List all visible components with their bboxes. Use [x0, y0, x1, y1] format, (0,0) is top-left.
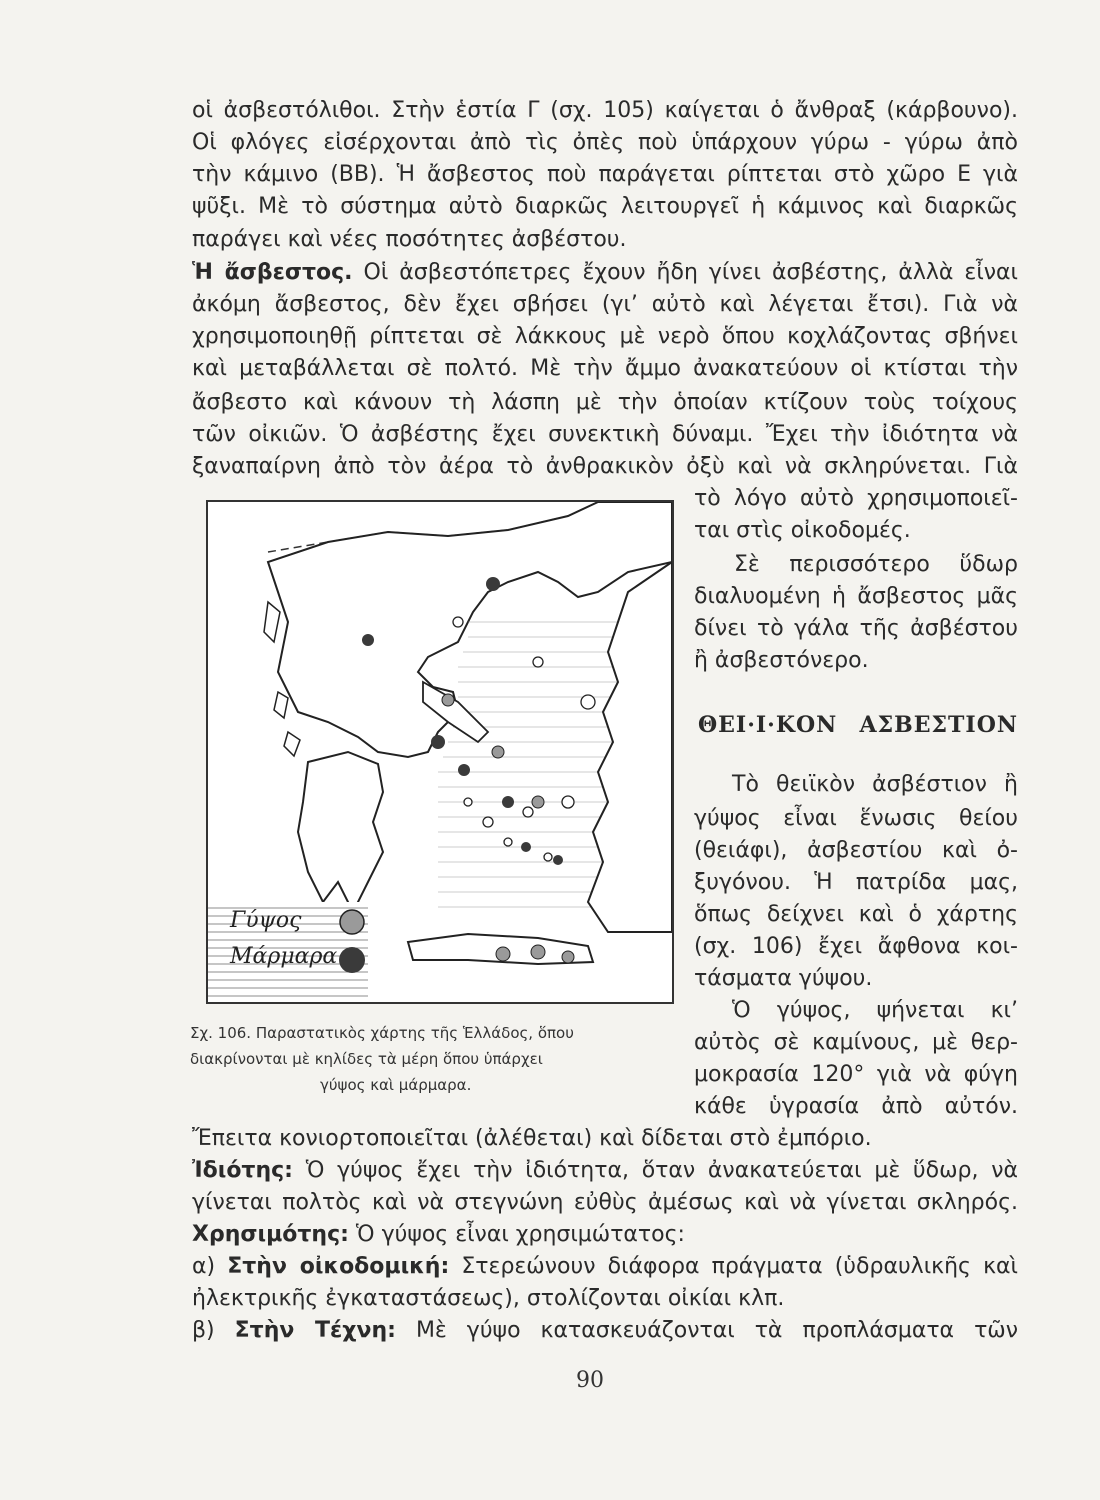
text-line: τὸ λόγο αὐτὸ χρησιμοποιεῖ-	[694, 486, 1018, 511]
term-asvestos: Ἡ ἄσβεστος.	[192, 260, 353, 285]
text-line: τῶν οἰκιῶν. Ὁ ἀσβέστης ἔχει συνεκτικὴ δύναμι. Ἔχει τὴν ἰδιότητα νὰ	[192, 422, 1018, 447]
marble-spot	[553, 855, 563, 865]
text-line: διαλυομένη ἡ ἄσβεστος μᾶς	[694, 584, 1018, 609]
text-line: ἄσβεστο καὶ κάνουν τὴ λάσπη μὲ τὴν ὁποίαν κτίζουν τοὺς τοίχους	[192, 390, 1018, 415]
marble-spot	[458, 764, 470, 776]
text-line: γύψος εἶναι ἕνωσις θείου	[694, 806, 1018, 831]
legend-gypsum-label: Γύψος	[230, 908, 302, 933]
legend-marble-swatch	[339, 947, 365, 973]
text-line: ἠλεκτρικῆς ἐγκαταστάσεως), στολίζονται οἰκίαι κλπ.	[192, 1286, 785, 1311]
list-item-b	[192, 1316, 1018, 1346]
gypsum-spot	[492, 746, 504, 758]
text-line: οἱ ἀσβεστόλιθοι. Στὴν ἑστία Γ (σχ. 105) καίγεται ὁ ἄνθραξ (κάρβουνο).	[192, 98, 1018, 123]
text-line: παράγει καὶ νέες ποσότητες ἀσβέστου.	[192, 227, 627, 252]
text-line: Ὁ γύψος, ψήνεται κι’	[732, 998, 1018, 1023]
gypsum-spot	[442, 694, 454, 706]
term-chrisimotis: Χρησιμότης:	[192, 1222, 349, 1247]
text-line: Οἱ φλόγες εἰσέρχονται ἀπὸ τὶς ὀπὲς ποὺ ὑπάρχουν γύρω - γύρω ἀπὸ	[192, 130, 1018, 155]
marble-spot	[521, 842, 531, 852]
gypsum-spot	[531, 945, 545, 959]
text-line: τάσματα γύψου.	[694, 966, 873, 991]
text-line: αὐτὸς σὲ καμίνους, μὲ θερ-	[694, 1030, 1018, 1055]
text-line: ξυγόνου. Ἡ πατρίδα μας,	[694, 870, 1018, 895]
text-line: ὅπως δείχνει καὶ ὁ χάρτης	[694, 902, 1018, 927]
text-line: Ἔπειτα κονιορτοποιεῖται (ἀλέθεται) καὶ δίδεται στὸ ἐμπόριο.	[192, 1126, 872, 1151]
text-line: Σὲ περισσότερο ὕδωρ	[734, 552, 1018, 577]
property-line	[192, 1156, 1018, 1186]
greece-map-figure	[206, 500, 674, 1004]
text-line: Τὸ θειϊκὸν ἀσβέστιον ἢ	[732, 772, 1018, 797]
figure-caption-line: Σχ. 106. Παραστατικὸς χάρτης τῆς Ἑλλάδος, ὅπου	[190, 1024, 574, 1042]
section-heading: ΘΕΙ·Ι·ΚΟΝ ΑΣΒΕΣΤΙΟΝ	[698, 712, 1018, 738]
text-line: γίνεται πολτὸς καὶ νὰ στεγνώνη εὐθὺς ἀμέσως καὶ νὰ γίνεται σκληρός.	[192, 1190, 1018, 1215]
asbestos-para-first-line	[192, 258, 1018, 288]
text-line: ψῦξι. Μὲ τὸ σύστημα αὐτὸ διαρκῶς λειτουργεῖ ἡ κάμινος καὶ διαρκῶς	[192, 194, 1018, 219]
gypsum-spot	[562, 951, 574, 963]
text-line: καὶ μεταβάλλεται σὲ πολτό. Μὲ τὴν ἄμμο ἀνακατεύουν οἱ κτίσται τὴν	[192, 356, 1018, 381]
text-run: Οἱ ἀσβεστόπετρες ἔχουν ἤδη γίνει ἀσβέστης, ἀλλὰ εἶναι	[363, 260, 1018, 285]
gypsum-spot	[496, 947, 510, 961]
list-marker: β)	[192, 1318, 215, 1343]
legend-marble-label: Μάρμαρα	[230, 944, 338, 969]
text-line: ξαναπαίρνη ἀπὸ τὸν ἀέρα τὸ ἀνθρακικὸν ὀξὺ καὶ νὰ σκληρύνεται. Γιὰ	[192, 454, 1018, 479]
text-line: μοκρασία 120° γιὰ νὰ φύγη	[694, 1062, 1018, 1087]
term-oikodomiki: Στὴν οἰκοδομική:	[227, 1254, 450, 1279]
figure-caption-line: διακρίνονται μὲ κηλίδες τὰ μέρη ὅπου ὑπάρχει	[190, 1050, 543, 1068]
legend-gypsum-swatch	[340, 910, 364, 934]
text-line: κάθε ὑγρασία ἀπὸ αὐτόν.	[694, 1094, 1018, 1119]
text-line: ἀκόμη ἄσβεστος, δὲν ἔχει σβήσει (γι’ αὐτὸ καὶ λέγεται ἔτσι). Γιὰ νὰ	[192, 292, 1018, 317]
figure-caption-line: γύψος καὶ μάρμαρα.	[320, 1076, 472, 1094]
marble-spot	[486, 577, 500, 591]
text-run: Ὁ γύψος ἔχει τὴν ἰδιότητα, ὅταν ἀνακατεύεται μὲ ὕδωρ, νὰ	[305, 1158, 1018, 1183]
text-line: ται στὶς οἰκοδομές.	[694, 518, 911, 543]
list-item-a	[192, 1252, 1018, 1282]
text-run: Στερεώνουν διάφορα πράγματα (ὑδραυλικῆς καὶ	[461, 1254, 1019, 1279]
marble-spot	[362, 634, 374, 646]
text-line: τὴν κάμινο (ΒΒ). Ἡ ἄσβεστος ποὺ παράγεται ρίπτεται στὸ χῶρο Ε γιὰ	[192, 162, 1018, 187]
usage-line	[192, 1220, 1018, 1250]
text-line: (θειάφι), ἀσβεστίου καὶ ὀ-	[694, 838, 1018, 863]
marble-spot	[502, 796, 514, 808]
text-line: (σχ. 106) ἔχει ἄφθονα κοι-	[694, 934, 1018, 959]
page-number: 90	[576, 1368, 604, 1393]
gypsum-spot	[532, 796, 544, 808]
text-run: Μὲ γύψο κατασκευάζονται τὰ προπλάσματα τῶν	[415, 1318, 1019, 1343]
text-line: χρησιμοποιηθῇ ρίπτεται σὲ λάκκους μὲ νερὸ ὅπου κοχλάζοντας σβήνει	[192, 324, 1018, 349]
term-techni: Στὴν Τέχνη:	[234, 1318, 396, 1343]
list-marker: α)	[192, 1254, 216, 1279]
marble-spot	[431, 735, 445, 749]
term-idiotis: Ἰδιότης:	[192, 1158, 293, 1183]
text-line: δίνει τὸ γάλα τῆς ἀσβέστου	[694, 616, 1018, 641]
text-line: ἢ ἀσβεστόνερο.	[694, 648, 869, 673]
text-run: Ὁ γύψος εἶναι χρησιμώτατος:	[355, 1222, 685, 1247]
